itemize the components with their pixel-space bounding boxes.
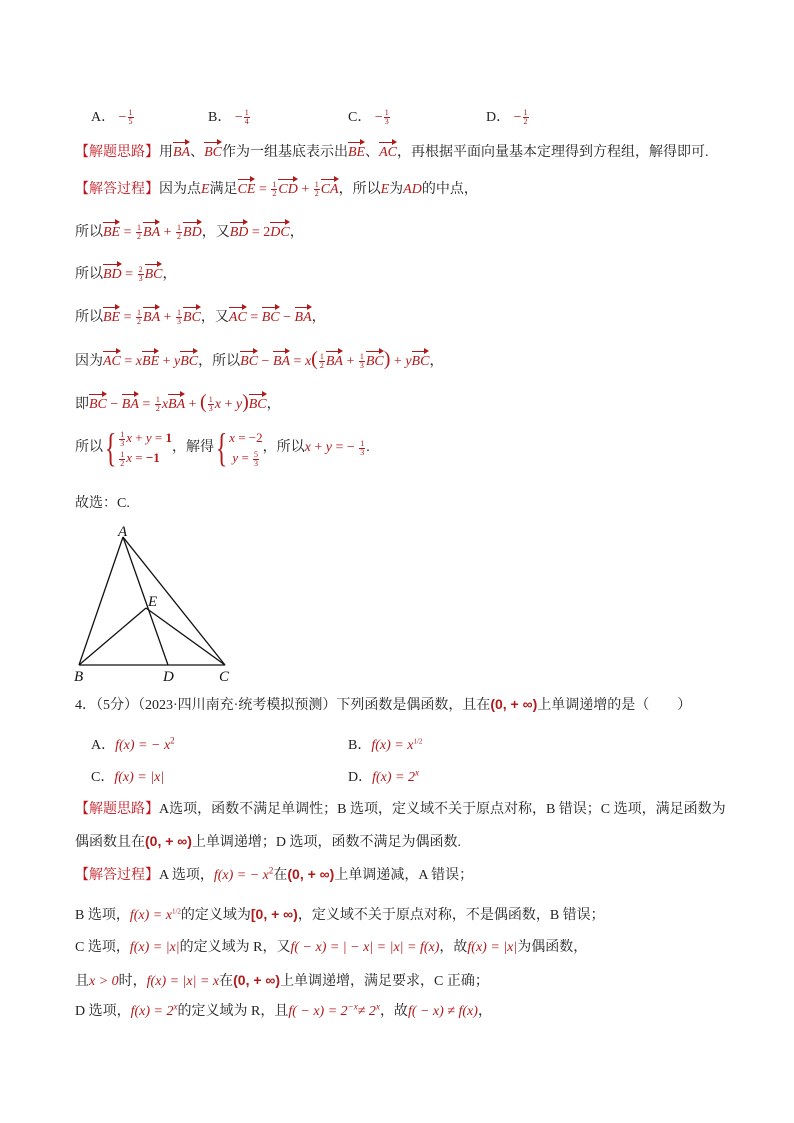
q3-solution-idea: 【解题思路】用BA、BC作为一组基底表示出BE、AC，再根据平面向量基本定理得到方程组，解得即可. [75,143,709,163]
q4-option-c: C．f(x) = |x| [91,770,165,785]
q4-process-line-2: B 选项，$f(x) = x^{1/2}$的定义域为[0, + ∞)，定义域不关于原点对称，不是偶函数，B 错误； [75,906,605,923]
option-letter: A． [91,110,116,125]
q4-process-line-3: C 选项，f(x) = |x|的定义域为 R，又f( − x) = | − x| = |x| = f(x)，故f(x) = |x|为偶函数， [75,940,588,955]
fraction: $\frac{1}{2}$ [523,108,528,127]
solution-process-tag: 【解答过程】 [75,868,159,883]
solution-idea-tag: 【解题思路】 [75,145,159,160]
q3-process-line-1: 【解答过程】因为点E满足CE = $\frac{1}{2}$ CD + $\frac{1}{2}$ CA，所以E为AD的中点， [75,180,478,199]
option-a: A． − $\frac{1}{5}$ [91,108,133,127]
label-e: E [148,594,158,610]
q4-option-d: D．$f(x) = 2^x$ [348,767,419,785]
q3-process-line-7: 所以{ $\frac{1}{3}$ x + y = 1 $\frac{1}{2}$ x = −1 ，解得{ x = −2 y = $\frac{5}{3}$ ，所以x + y = − $\frac{1}{3}$ . [75,425,370,470]
option-letter: B． [208,110,232,125]
label-a: A [118,524,128,540]
q3-process-line-3: 所以BD = $\frac{2}{3}$ BC， [75,265,177,284]
q4-idea-line-2: 偶函数且在(0, + ∞)上单调递增；D 选项，函数不满足为偶函数. [75,833,462,850]
label-d: D [163,669,174,684]
q4-option-a: A．f(x) = − $x^2$ [91,735,175,753]
q4-process-line-1: 【解答过程】A 选项，f(x) = − $x^2$在(0, + ∞)上单调递减，A 错误； [75,865,474,883]
option-b: B． − $\frac{1}{4}$ [208,108,249,127]
edge-ac [123,537,225,665]
q4-stem: 4．（5分）（2023·四川南充·统考模拟预测）下列函数是偶函数，且在(0, + ∞)上单调递增的是（ ） [75,696,692,713]
fraction: $\frac{1}{5}$ [128,108,133,127]
option-d: D． − $\frac{1}{2}$ [486,108,528,127]
option-letter: D． [486,110,511,125]
q3-process-line-2: 所以BE = $\frac{1}{2}$ BA + $\frac{1}{2}$ BD，又BD = 2DC， [75,223,304,242]
q4-process-line-5: D 选项，$f(x) = 2^x$的定义域为 R，且$f( - x) = 2^{-x}\ne 2^x$，故f( − x) ≠ f(x)， [75,1001,492,1019]
option-letter: C． [348,110,372,125]
q3-process-line-5: 因为AC = xBE + yBC，所以BC − BA = x( $\frac{1}{2}$ BA + $\frac{1}{3}$ BC) + yBC， [75,348,444,371]
triangle-figure [70,522,240,684]
q3-answer: 故选：C. [75,496,130,511]
q3-process-line-6: 即BC − BA = $\frac{1}{2}$ xBA + ( $\frac{1}{3}$ x + y)BC， [75,391,281,414]
solution-process-tag: 【解答过程】 [75,182,159,197]
solution-idea-tag: 【解题思路】 [75,802,159,817]
fraction: $\frac{1}{3}$ [384,108,389,127]
fraction: $\frac{1}{4}$ [244,108,249,127]
q4-idea-line-1: 【解题思路】A选项，函数不满足单调性；B 选项，定义域不关于原点对称，B 错误；C 选项，满足函数为 [75,802,726,817]
label-c: C [219,669,230,684]
option-c: C． − $\frac{1}{3}$ [348,108,389,127]
label-b: B [74,669,84,684]
q3-process-line-4: 所以BE = $\frac{1}{2}$ BA + $\frac{1}{3}$ BC，又AC = BC − BA， [75,308,326,327]
q4-process-line-4: 且x > 0时，f(x) = |x| = x在(0, + ∞)上单调递增，满足要求，C 正确； [75,972,489,989]
q4-option-b: B．$f(x) = x^{1/2}$ [348,737,423,753]
segment-ad [123,537,168,665]
